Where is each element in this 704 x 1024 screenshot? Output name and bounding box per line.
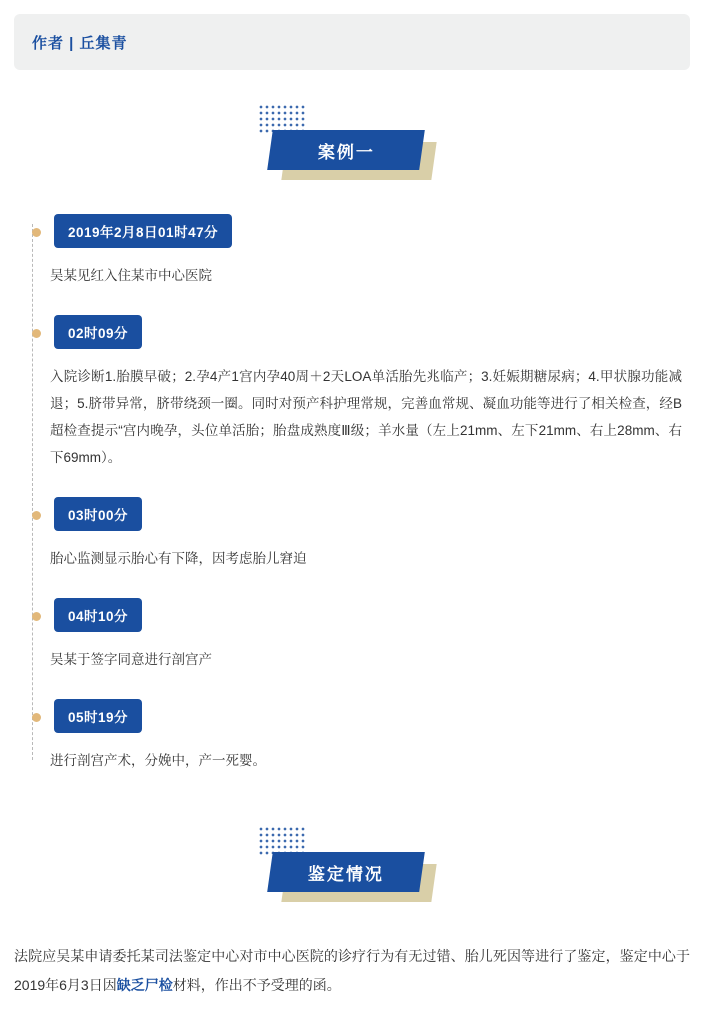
timeline-item — [36, 699, 688, 774]
timeline-time-badge: 02时09分 — [54, 315, 142, 349]
author-bar — [14, 14, 690, 70]
timeline-body-text: 进行剖宫产术，分娩中，产一死婴。 — [50, 753, 266, 768]
timeline-item — [36, 214, 688, 289]
timeline-item — [36, 598, 688, 673]
timeline-body-text: 胎心监测显示胎心有下降，因考虑胎儿窘迫 — [50, 551, 307, 566]
banner-tag-label: 鉴定情况 — [308, 864, 384, 884]
timeline-dot-icon — [32, 329, 41, 338]
closing-highlight: 缺乏尸检 — [116, 977, 173, 994]
section-banner-case-one — [0, 104, 704, 190]
timeline-axis-line — [32, 224, 33, 760]
closing-paragraph — [14, 942, 690, 1001]
timeline-dot-icon — [32, 612, 41, 621]
timeline-time-badge: 04时10分 — [54, 598, 142, 632]
timeline-time-badge: 03时00分 — [54, 497, 142, 531]
timeline-body-text: 入院诊断1.胎膜早破；2.孕4产1宫内孕40周＋2天LOA单活胎先兆临产；3.妊娠期糖尿病；4.甲状腺功能减退；5.脐带异常，脐带绕颈一圈。同时对预产科护理常规，完善血常规、凝血功能等进行了相关检查，经B超检查提示“宫内晚孕，头位单活胎；胎盘成熟度Ⅲ级；羊水量（左上21mm、左下21mm、右上28mm、右下69mm）。 — [50, 369, 682, 465]
author-label: 作者 | 丘集青 — [32, 34, 128, 52]
timeline-dot-icon — [32, 713, 41, 722]
timeline-body-text: 吴某见红入住某市中心医院 — [50, 268, 212, 283]
closing-text-part-two: 材料，作出不予受理的函。 — [172, 977, 341, 994]
timeline-body-text: 吴某于签字同意进行剖宫产 — [50, 652, 212, 667]
banner-tag-label: 案例一 — [317, 142, 375, 162]
timeline-item — [36, 315, 688, 471]
closing-text-part-one: 法院应吴某申请委托某司法鉴定中心对市中心医院的诊疗行为有无过错、胎儿死因等进行了鉴定，鉴定中心于2019年6月3日因 — [14, 948, 690, 994]
section-banner-appraisal — [0, 826, 704, 912]
timeline-dot-icon — [32, 228, 41, 237]
banner-tag — [267, 852, 425, 892]
timeline-dot-icon — [32, 511, 41, 520]
banner-tag — [267, 130, 425, 170]
timeline-time-badge: 05时19分 — [54, 699, 142, 733]
timeline — [16, 214, 688, 774]
timeline-time-badge: 2019年2月8日01时47分 — [54, 214, 232, 248]
timeline-item — [36, 497, 688, 572]
